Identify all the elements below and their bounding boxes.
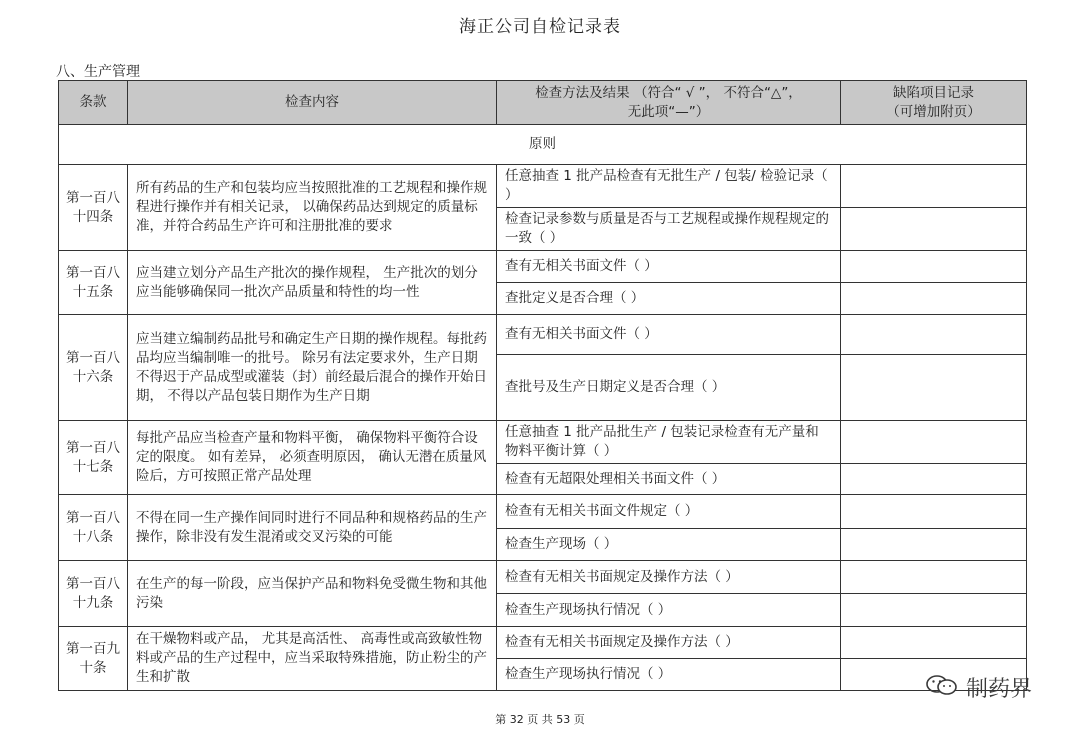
method-cell: 检查生产现场执行情况（ ） (497, 594, 841, 627)
header-method-line1: 检查方法及结果 （符合“ √ ”， 不符合“△”， (535, 84, 802, 101)
method-cell: 检查有无相关书面规定及操作方法（ ） (497, 627, 841, 659)
method-cell: 任意抽查 1 批产品批生产 / 包装记录检查有无产量和物料平衡计算（ ） (497, 421, 841, 464)
table-row (59, 165, 1027, 208)
method-cell: 查有无相关书面文件（ ） (497, 251, 841, 283)
page-footer: 第 32 页 共 53 页 (495, 713, 585, 726)
article-cell: 第一百八十五条 (59, 251, 128, 315)
method-cell: 查批定义是否合理（ ） (497, 283, 841, 315)
header-defect-line2: （可增加附页） (886, 103, 981, 120)
method-cell: 查有无相关书面文件（ ） (497, 315, 841, 355)
defect-cell[interactable] (841, 529, 1027, 561)
table-row (59, 251, 1027, 283)
defect-cell[interactable] (841, 355, 1027, 421)
inspection-table (58, 80, 1027, 691)
method-cell: 检查生产现场执行情况（ ） (497, 659, 841, 691)
principle-row: 原则 (59, 125, 1027, 165)
defect-cell[interactable] (841, 251, 1027, 283)
method-cell: 检查生产现场（ ） (497, 529, 841, 561)
defect-cell[interactable] (841, 495, 1027, 529)
defect-cell[interactable] (841, 421, 1027, 464)
defect-cell[interactable] (841, 464, 1027, 495)
defect-cell[interactable] (841, 315, 1027, 355)
table-row (59, 627, 1027, 659)
content-cell: 所有药品的生产和包装均应当按照批准的工艺规程和操作规程进行操作并有相关记录， 以确保药品达到规定的质量标准，并符合药品生产许可和注册批准的要求 (128, 165, 497, 251)
content-cell: 应当建立编制药品批号和确定生产日期的操作规程。每批药品均应当编制唯一的批号。 除另有法定要求外，生产日期不得迟于产品成型或灌装（封）前经最后混合的操作开始日期， 不得以产品包装日期作为生产日期 (128, 315, 497, 421)
content-cell: 不得在同一生产操作间同时进行不同品种和规格药品的生产操作，除非没有发生混淆或交叉污染的可能 (128, 495, 497, 561)
method-cell: 检查有无超限处理相关书面文件（ ） (497, 464, 841, 495)
article-cell: 第一百九十条 (59, 627, 128, 691)
section-heading: 八、生产管理 (56, 64, 140, 80)
content-cell: 在生产的每一阶段，应当保护产品和物料免受微生物和其他污染 (128, 561, 497, 627)
header-content: 检查内容 (128, 81, 497, 125)
defect-cell[interactable] (841, 561, 1027, 594)
defect-cell[interactable] (841, 208, 1027, 251)
watermark (924, 672, 1032, 703)
article-cell: 第一百八十七条 (59, 421, 128, 495)
defect-cell[interactable] (841, 165, 1027, 208)
header-method-line2: 无此项“—”） (627, 103, 710, 120)
content-cell: 应当建立划分产品生产批次的操作规程， 生产批次的划分应当能够确保同一批次产品质量和特性的均一性 (128, 251, 497, 315)
header-method (497, 81, 841, 125)
watermark-text: 制药界 (966, 677, 1033, 702)
method-cell: 检查有无相关书面文件规定（ ） (497, 495, 841, 529)
method-cell: 检查有无相关书面规定及操作方法（ ） (497, 561, 841, 594)
method-cell: 查批号及生产日期定义是否合理（ ） (497, 355, 841, 421)
header-article: 条款 (59, 81, 128, 125)
article-cell: 第一百八十四条 (59, 165, 128, 251)
content-cell: 在干燥物料或产品， 尤其是高活性、 高毒性或高致敏性物料或产品的生产过程中，应当采取特殊措施，防止粉尘的产生和扩散 (128, 627, 497, 691)
wechat-icon (924, 673, 960, 703)
table-row (59, 315, 1027, 355)
content-cell: 每批产品应当检查产量和物料平衡， 确保物料平衡符合设定的限度。 如有差异， 必须查明原因， 确认无潜在质量风险后，方可按照正常产品处理 (128, 421, 497, 495)
defect-cell[interactable] (841, 283, 1027, 315)
header-defect-line1: 缺陷项目记录 (893, 84, 974, 101)
method-cell: 任意抽查 1 批产品检查有无批生产 / 包装/ 检验记录（ ） (497, 165, 841, 208)
header-defect (841, 81, 1027, 125)
table-row (59, 561, 1027, 594)
table-row (59, 421, 1027, 464)
table-row (59, 495, 1027, 529)
method-cell: 检查记录参数与质量是否与工艺规程或操作规程规定的一致（ ） (497, 208, 841, 251)
article-cell: 第一百八十六条 (59, 315, 128, 421)
article-cell: 第一百八十九条 (59, 561, 128, 627)
defect-cell[interactable] (841, 627, 1027, 659)
document-title: 海正公司自检记录表 (459, 17, 621, 37)
defect-cell[interactable] (841, 594, 1027, 627)
article-cell: 第一百八十八条 (59, 495, 128, 561)
